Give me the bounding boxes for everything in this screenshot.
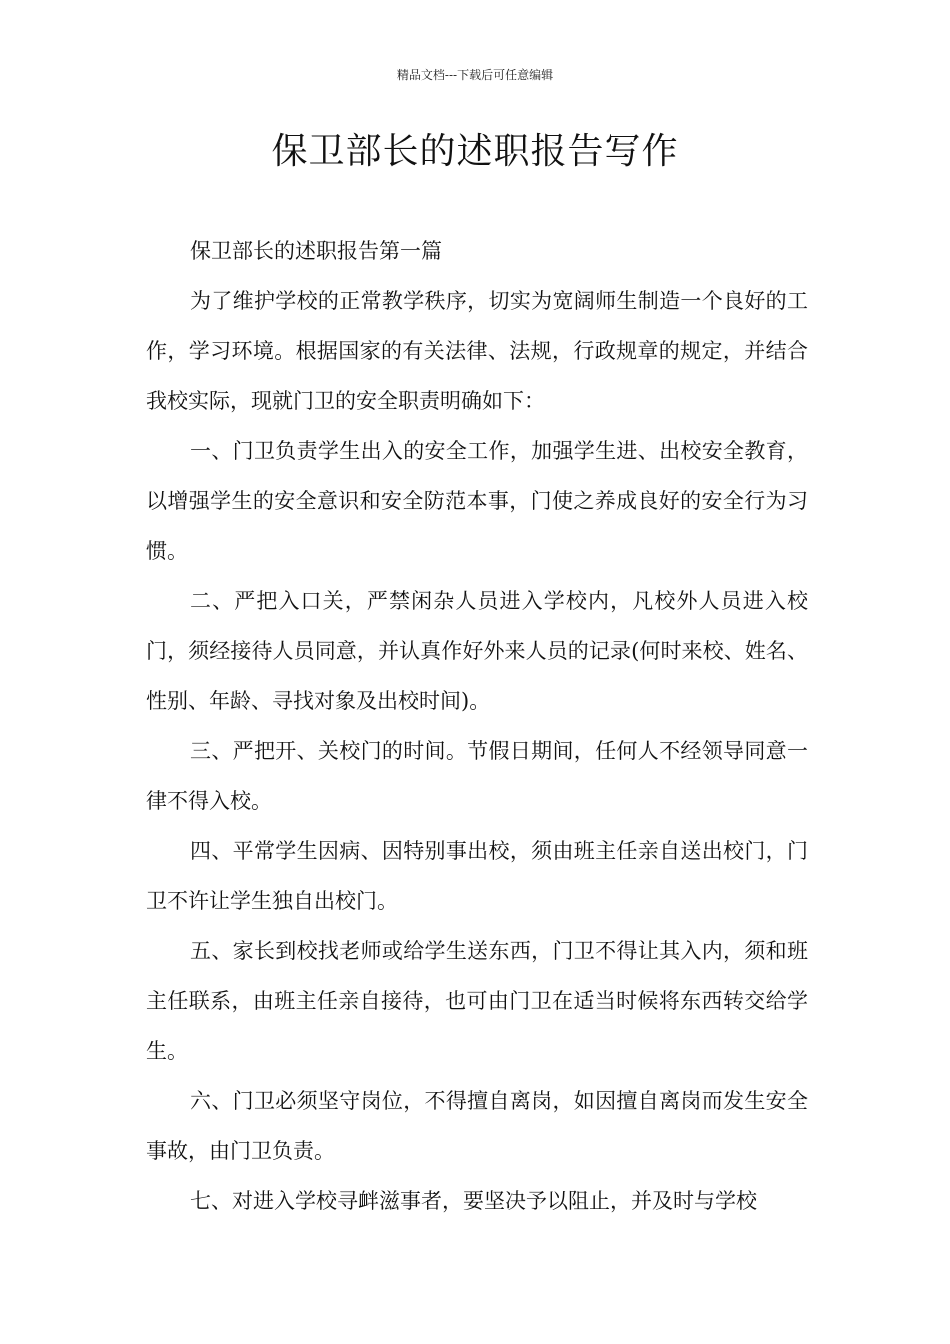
body-paragraph: 为了维护学校的正常教学秩序，切实为宽阔师生制造一个良好的工作，学习环境。根据国家的有关法律、法规，行政规章的规定，并结合我校实际，现就门卫的安全职责明确如下： [146, 289, 808, 413]
body-paragraph: 四、平常学生因病、因特别事出校，须由班主任亲自送出校门，门卫不许让学生独自出校门。 [146, 839, 808, 913]
body-paragraph: 六、门卫必须坚守岗位，不得擅自离岗，如因擅自离岗而发生安全事故，由门卫负责。 [146, 1089, 808, 1163]
body-paragraph: 三、严把开、关校门的时间。节假日期间，任何人不经领导同意一律不得入校。 [146, 739, 808, 813]
body-paragraph: 七、对进入学校寻衅滋事者，要坚决予以阻止，并及时与学校 [190, 1189, 757, 1213]
page-header-watermark: 精品文档---下载后可任意编辑 [396, 68, 554, 82]
document-title: 保卫部长的述职报告写作 [271, 131, 679, 172]
body-paragraph: 二、严把入口关，严禁闲杂人员进入学校内，凡校外人员进入校门，须经接待人员同意，并认真作好外来人员的记录(何时来校、姓名、性别、年龄、寻找对象及出校时间)。 [146, 589, 808, 713]
body-paragraph: 五、家长到校找老师或给学生送东西，门卫不得让其入内，须和班主任联系，由班主任亲自接待，也可由门卫在适当时候将东西转交给学生。 [146, 939, 808, 1063]
body-paragraph: 一、门卫负责学生出入的安全工作，加强学生进、出校安全教育，以增强学生的安全意识和安全防范本事，门使之养成良好的安全行为习惯。 [146, 439, 808, 563]
section-heading: 保卫部长的述职报告第一篇 [190, 239, 442, 263]
document-body [146, 226, 808, 1226]
